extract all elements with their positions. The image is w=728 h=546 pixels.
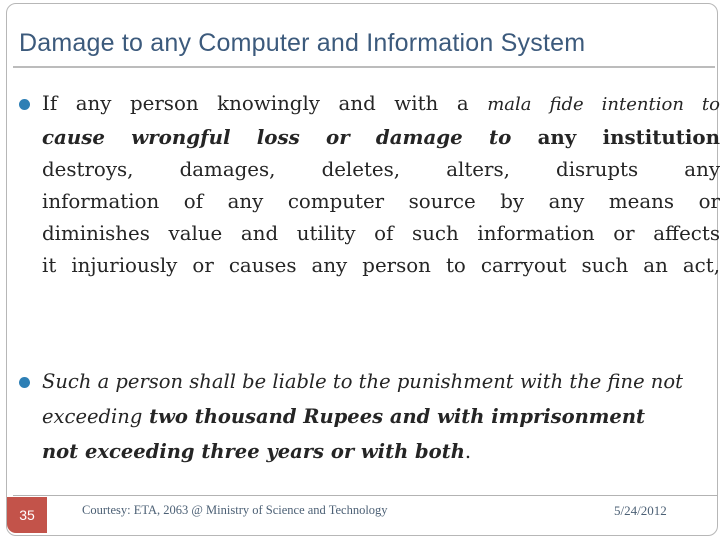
italic-text: exceeding bbox=[42, 405, 143, 428]
paragraph-line bbox=[42, 434, 720, 469]
bold-italic-text: two thousand Rupees and with imprisonment bbox=[142, 405, 646, 428]
title-divider bbox=[13, 66, 715, 68]
paragraph-line: diminishes value and utility of such information or affects bbox=[42, 222, 720, 245]
footer-divider bbox=[13, 495, 718, 496]
bold-italic-text: cause wrongful loss or damage to bbox=[42, 125, 512, 149]
paragraph-line: it injuriously or causes any person to carryout such an act, bbox=[42, 254, 720, 277]
bold-text: any institution bbox=[511, 125, 720, 149]
paragraph-line bbox=[42, 121, 720, 154]
text-run: If any person knowingly and with a bbox=[42, 92, 488, 115]
bold-italic-text: not exceeding three years or with both bbox=[42, 440, 465, 463]
page-number-badge: 35 bbox=[7, 497, 47, 533]
paragraph-line: Such a person shall be liable to the punishment with the fine not bbox=[42, 370, 683, 393]
footer-date: 5/24/2012 bbox=[614, 503, 667, 518]
bullet-paragraph-2 bbox=[42, 364, 720, 469]
paragraph-line bbox=[42, 399, 720, 434]
paragraph-line bbox=[42, 88, 720, 121]
paragraph-line: destroys, damages, deletes, alters, disrupts any bbox=[42, 158, 720, 181]
bullet-paragraph-1 bbox=[42, 88, 720, 282]
bullet-icon bbox=[19, 99, 30, 110]
paragraph-line: information of any computer source by any means or bbox=[42, 190, 720, 213]
footer-courtesy: Courtesy: ETA, 2063 @ Ministry of Science and Technology bbox=[82, 503, 388, 517]
italic-text: mala fide intention to bbox=[487, 94, 720, 115]
slide-title: Damage to any Computer and Information System bbox=[19, 29, 586, 57]
bullet-icon bbox=[19, 377, 30, 388]
text-run: . bbox=[464, 440, 472, 463]
